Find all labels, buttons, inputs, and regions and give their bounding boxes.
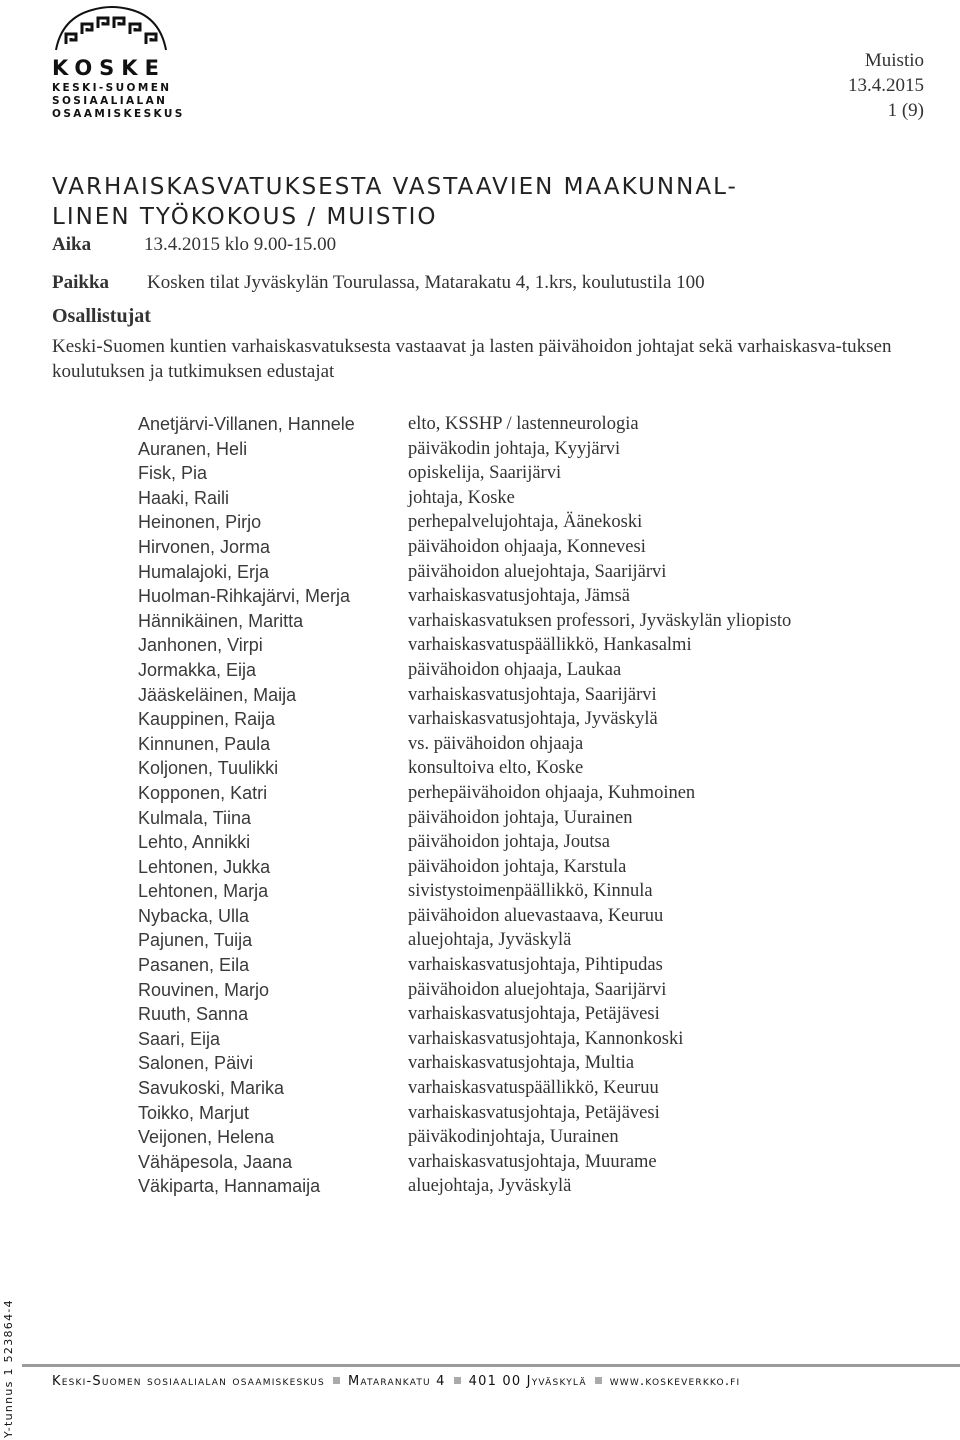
participant-name: Janhonen, Virpi	[138, 635, 263, 656]
page-title	[52, 172, 912, 232]
participant-name: Jormakka, Eija	[138, 659, 257, 680]
participant-row	[138, 535, 918, 560]
participant-row	[138, 633, 918, 658]
participant-role: johtaja, Koske	[408, 487, 515, 508]
participant-name: Lehto, Annikki	[138, 832, 251, 853]
participant-row	[138, 1101, 918, 1126]
participant-name: Saari, Eija	[138, 1028, 221, 1049]
participant-role: varhaiskasvatuksen professori, Jyväskylän yliopisto	[408, 610, 792, 631]
participant-row	[138, 1002, 918, 1027]
koske-logo	[52, 4, 192, 120]
participant-name: Auranen, Heli	[138, 438, 248, 459]
participant-name: Kulmala, Tiina	[138, 807, 252, 828]
participant-name: Haaki, Raili	[138, 487, 230, 508]
participant-row	[138, 510, 918, 535]
square-bullet-icon	[454, 1377, 461, 1384]
participant-row	[138, 855, 918, 880]
participant-row	[138, 1027, 918, 1052]
participant-row	[138, 658, 918, 683]
participant-row	[138, 928, 918, 953]
participant-role: aluejohtaja, Jyväskylä	[408, 930, 572, 951]
participant-role: varhaiskasvatuspäällikkö, Hankasalmi	[408, 635, 692, 656]
participant-row	[138, 806, 918, 831]
time-label: Aika	[52, 234, 92, 255]
participant-name: Lehtonen, Jukka	[138, 856, 271, 877]
participant-role: varhaiskasvatusjohtaja, Petäjävesi	[408, 1102, 660, 1123]
participant-role: päiväkodinjohtaja, Uurainen	[408, 1127, 619, 1148]
participant-role: päivähoidon johtaja, Uurainen	[408, 807, 633, 828]
participant-row	[138, 879, 918, 904]
place-label: Paikka	[52, 272, 110, 293]
participant-name: Savukoski, Marika	[138, 1078, 285, 1099]
participant-row	[138, 904, 918, 929]
participant-name: Koljonen, Tuulikki	[138, 758, 279, 779]
logo-line-2: SOSIAALIALAN	[52, 95, 168, 107]
participant-role: perhepäivähoidon ohjaaja, Kuhmoinen	[408, 782, 696, 803]
participant-role: varhaiskasvatusjohtaja, Petäjävesi	[408, 1004, 660, 1025]
participant-role: päivähoidon ohjaaja, Konnevesi	[408, 536, 646, 557]
participant-name: Heinonen, Pirjo	[138, 512, 262, 533]
participant-row	[138, 609, 918, 634]
participant-row	[138, 437, 918, 462]
participant-role: varhaiskasvatusjohtaja, Pihtipudas	[408, 955, 663, 976]
participant-row	[138, 412, 918, 437]
participant-name: Toikko, Marjut	[138, 1102, 250, 1123]
footer-address: Matarankatu 4	[347, 1374, 446, 1389]
participant-name: Anetjärvi-Villanen, Hannele	[138, 414, 355, 434]
logo-wordmark: KOSKE	[52, 56, 166, 80]
document-meta	[848, 48, 924, 123]
participant-role: sivistystoimenpäällikkö, Kinnula	[408, 881, 653, 902]
participant-role: konsultoiva elto, Koske	[408, 758, 584, 779]
participant-row	[138, 1150, 918, 1175]
participant-name: Pajunen, Tuija	[138, 930, 253, 951]
participant-name: Veijonen, Helena	[138, 1127, 275, 1148]
participant-name: Lehtonen, Marja	[138, 881, 269, 902]
participant-name: Ruuth, Sanna	[138, 1004, 249, 1025]
logo-line-1: KESKI-SUOMEN	[52, 82, 172, 94]
participant-name: Kauppinen, Raija	[138, 709, 276, 730]
participant-name: Hirvonen, Jorma	[138, 536, 271, 557]
participant-name: Salonen, Päivi	[138, 1053, 254, 1074]
time-value: 13.4.2015 klo 9.00-15.00	[144, 234, 337, 255]
participant-row	[138, 486, 918, 511]
footer-website-link[interactable]: www.koskeverkko.fi	[609, 1374, 741, 1389]
title-line-2: LINEN TYÖKOKOUS / MUISTIO	[52, 204, 438, 230]
participant-row	[138, 830, 918, 855]
participant-name: Pasanen, Eila	[138, 955, 250, 976]
doc-date: 13.4.2015	[848, 75, 924, 96]
footer	[52, 1374, 952, 1389]
participant-name: Väkiparta, Hannamaija	[138, 1176, 321, 1197]
participant-row	[138, 978, 918, 1003]
title-line-1: VARHAISKASVATUKSESTA VASTAAVIEN MAAKUNNAL-	[52, 174, 738, 200]
participant-role: päivähoidon aluejohtaja, Saarijärvi	[408, 561, 667, 582]
footer-divider	[22, 1364, 960, 1367]
participant-row	[138, 584, 918, 609]
participant-role: opiskelija, Saarijärvi	[408, 463, 562, 484]
participant-name: Huolman-Rihkajärvi, Merja	[138, 586, 351, 607]
participant-role: varhaiskasvatuspäällikkö, Keuruu	[408, 1078, 659, 1099]
greek-key-ornament-icon	[52, 4, 170, 54]
participant-role: varhaiskasvatusjohtaja, Saarijärvi	[408, 684, 657, 705]
participant-role: päivähoidon aluevastaava, Keuruu	[408, 905, 664, 926]
participant-name: Hännikäinen, Maritta	[138, 610, 304, 631]
place-value: Kosken tilat Jyväskylän Tourulassa, Matarakatu 4, 1.krs, koulutustila 100	[147, 272, 705, 293]
participant-role: päivähoidon aluejohtaja, Saarijärvi	[408, 979, 667, 1000]
square-bullet-icon	[333, 1377, 340, 1384]
participant-role: päivähoidon johtaja, Joutsa	[408, 832, 610, 853]
participant-role: päivähoidon johtaja, Karstula	[408, 856, 627, 877]
business-id-vertical	[0, 1270, 20, 1440]
participant-row	[138, 461, 918, 486]
participant-name: Kinnunen, Paula	[138, 733, 271, 754]
participant-role: päiväkodin johtaja, Kyyjärvi	[408, 438, 621, 459]
participant-row	[138, 1125, 918, 1150]
participant-name: Humalajoki, Erja	[138, 561, 270, 582]
participant-name: Nybacka, Ulla	[138, 905, 250, 926]
participant-row	[138, 1051, 918, 1076]
participant-name: Vähäpesola, Jaana	[138, 1151, 293, 1172]
time-row	[52, 234, 336, 256]
business-id: Y-tunnus 1 523864-4	[2, 1299, 15, 1438]
participant-role: varhaiskasvatusjohtaja, Muurame	[408, 1151, 657, 1172]
place-row	[52, 272, 705, 294]
participant-row	[138, 1174, 918, 1199]
participant-name: Fisk, Pia	[138, 463, 208, 484]
participants-heading: Osallistujat	[52, 305, 151, 327]
participant-row	[138, 560, 918, 585]
participant-row	[138, 781, 918, 806]
participant-row	[138, 756, 918, 781]
doc-type: Muistio	[864, 50, 924, 71]
footer-city: 401 00 Jyväskylä	[468, 1374, 587, 1389]
participant-role: päivähoidon ohjaaja, Laukaa	[408, 659, 622, 680]
participant-role: varhaiskasvatusjohtaja, Kannonkoski	[408, 1028, 684, 1049]
participant-role: elto, KSSHP / lastenneurologia	[408, 414, 639, 434]
square-bullet-icon	[595, 1377, 602, 1384]
participant-row	[138, 707, 918, 732]
participant-role: varhaiskasvatusjohtaja, Jämsä	[408, 586, 630, 607]
logo-line-3: OSAAMISKESKUS	[52, 108, 185, 120]
participant-row	[138, 732, 918, 757]
footer-org: Keski-Suomen sosiaalialan osaamiskeskus	[52, 1374, 325, 1389]
participant-row	[138, 683, 918, 708]
participants-description: Keski-Suomen kuntien varhaiskasvatuksesta vastaavat ja lasten päivähoidon johtajat sekä varhaiskasva-tuksen koulutuksen ja tutkimuksen edustajat	[52, 336, 892, 382]
participant-role: aluejohtaja, Jyväskylä	[408, 1176, 572, 1197]
participant-role: varhaiskasvatusjohtaja, Jyväskylä	[408, 709, 658, 730]
participant-role: perhepalvelujohtaja, Äänekoski	[408, 512, 643, 533]
page-number: 1 (9)	[887, 100, 924, 121]
participant-name: Rouvinen, Marjo	[138, 979, 270, 1000]
participant-row	[138, 953, 918, 978]
participant-name: Kopponen, Katri	[138, 782, 268, 803]
participant-name: Jääskeläinen, Maija	[138, 684, 297, 705]
participant-role: vs. päivähoidon ohjaaja	[408, 733, 584, 754]
participant-role: varhaiskasvatusjohtaja, Multia	[408, 1053, 635, 1074]
participant-row	[138, 1076, 918, 1101]
participants-list	[138, 412, 918, 1199]
